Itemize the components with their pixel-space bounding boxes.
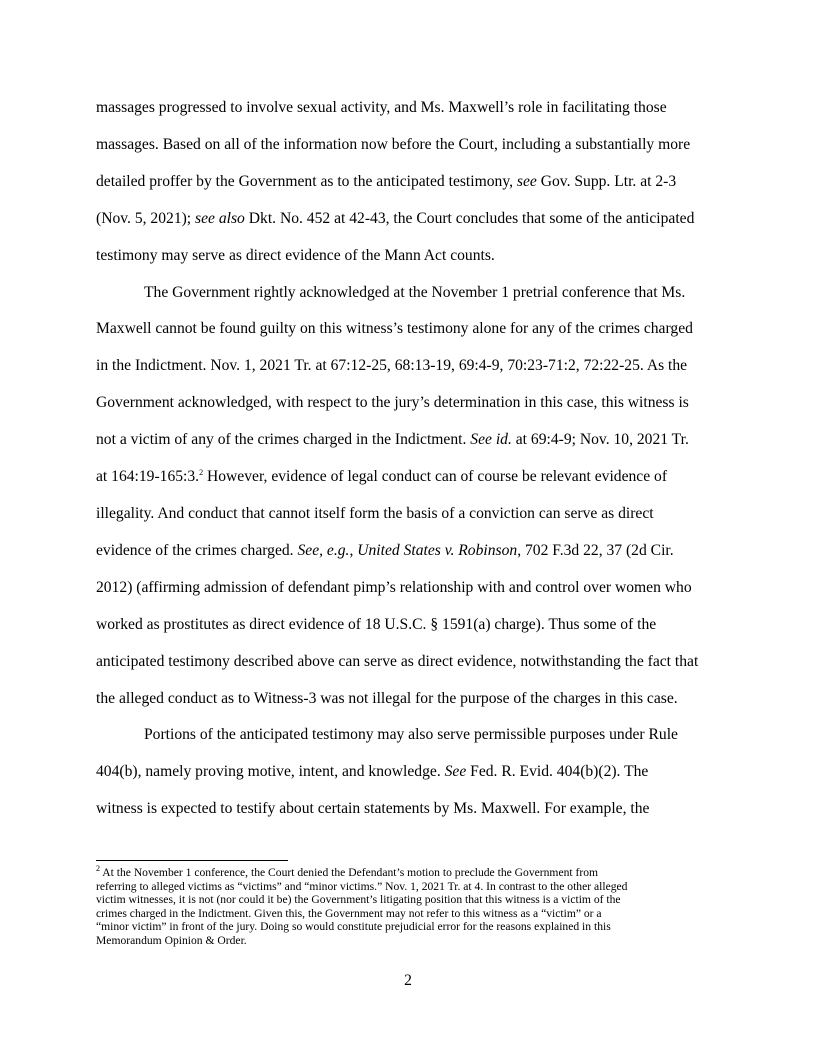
body-line-15: worked as prostitutes as direct evidence of 18 U.S.C. § 1591(a) charge). Thus some of the: [96, 615, 657, 633]
body-line-13: [96, 533, 724, 570]
body-line-18: Portions of the anticipated testimony may also serve permissible purposes under Rule: [144, 726, 678, 744]
text-run: Gov. Supp. Ltr. at 2-3: [536, 172, 677, 190]
text-run: However, evidence of legal conduct can of course be relevant evidence of: [203, 468, 668, 486]
body-line-2: massages. Based on all of the information now before the Court, including a substantially more: [96, 135, 691, 153]
text-run: detailed proffer by the Government as to the anticipated testimony,: [96, 172, 517, 190]
text-run: Fed. R. Evid. 404(b)(2). The: [466, 763, 649, 781]
footnote-line-1: [96, 866, 724, 880]
text-run: (Nov. 5, 2021);: [96, 209, 196, 227]
text-run: Dkt. No. 452 at 42-43, the Court concludes that some of the anticipated: [244, 209, 695, 227]
text-run: ,: [349, 541, 358, 559]
body-line-7: Maxwell cannot be found guilty on this witness’s testimony alone for any of the crimes charged: [96, 320, 693, 338]
body-line-20: witness is expected to testify about certain statements by Ms. Maxwell. For example, the: [96, 800, 650, 818]
footnote-reference[interactable]: 2: [199, 467, 204, 477]
body-line-14: 2012) (affirming admission of defendant pimp’s relationship with and control over women who: [96, 578, 692, 596]
case-name: United States v. Robinson: [357, 541, 518, 559]
footnote-marker: 2: [96, 864, 100, 874]
footnote-line-6: Memorandum Opinion & Order.: [96, 933, 247, 947]
text-run: at 164:19-165:3.: [96, 468, 200, 486]
citation-signal: See, e.g.: [297, 541, 350, 559]
page-number: 2: [404, 972, 412, 989]
body-line-9: Government acknowledged, with respect to the jury’s determination in this case, this witness is: [96, 394, 689, 412]
body-line-10: [96, 422, 724, 459]
body-line-16: anticipated testimony described above can serve as direct evidence, notwithstanding the fact that: [96, 652, 699, 670]
citation-signal: see also: [195, 209, 245, 227]
body-line-8: in the Indictment. Nov. 1, 2021 Tr. at 67:12-25, 68:13-19, 69:4-9, 70:23-71:2, 72:22-25. As the: [96, 357, 688, 375]
footnote-line-5: “minor victim” in front of the jury. Doing so would constitute prejudicial error for the reasons explained in this: [96, 920, 611, 934]
footnote-separator: [96, 860, 288, 861]
body-line-19: [96, 754, 724, 791]
body-text: [96, 90, 724, 828]
text-run: , 702 F.3d 22, 37 (2d Cir.: [517, 541, 674, 559]
body-line-6: The Government rightly acknowledged at the November 1 pretrial conference that Ms.: [144, 283, 686, 301]
footnote: [96, 866, 724, 948]
citation-signal: See: [444, 763, 467, 781]
body-line-4: [96, 201, 724, 238]
body-line-3: [96, 164, 724, 201]
footnote-line-4: crimes charged in the Indictment. Given this, the Government may not refer to this witness as a “victim” or a: [96, 906, 602, 920]
text-run: not a victim of any of the crimes charged in the Indictment.: [96, 431, 471, 449]
text-run: evidence of the crimes charged.: [96, 541, 298, 559]
body-line-5: testimony may serve as direct evidence of the Mann Act counts.: [96, 246, 495, 264]
text-run: At the November 1 conference, the Court denied the Defendant’s motion to preclude the Government from: [100, 866, 599, 879]
body-line-12: illegality. And conduct that cannot itself form the basis of a conviction can serve as direct: [96, 504, 654, 522]
body-line-11: [96, 459, 724, 496]
citation-signal: See id.: [470, 431, 512, 449]
body-line-1: massages progressed to involve sexual activity, and Ms. Maxwell’s role in facilitating those: [96, 99, 667, 116]
body-line-17: the alleged conduct as to Witness-3 was not illegal for the purpose of the charges in this case.: [96, 689, 678, 707]
text-run: at 69:4-9; Nov. 10, 2021 Tr.: [511, 431, 689, 449]
citation-signal: see: [516, 172, 537, 190]
footnote-line-2: referring to alleged victims as “victims” and “minor victims.” Nov. 1, 2021 Tr. at 4. In contrast to the other alleged: [96, 879, 628, 893]
footnote-line-3: victim witnesses, it is not (nor could it be) the Government’s litigating position that this witness is a victim of the: [96, 893, 621, 907]
text-run: 404(b), namely proving motive, intent, and knowledge.: [96, 763, 445, 781]
